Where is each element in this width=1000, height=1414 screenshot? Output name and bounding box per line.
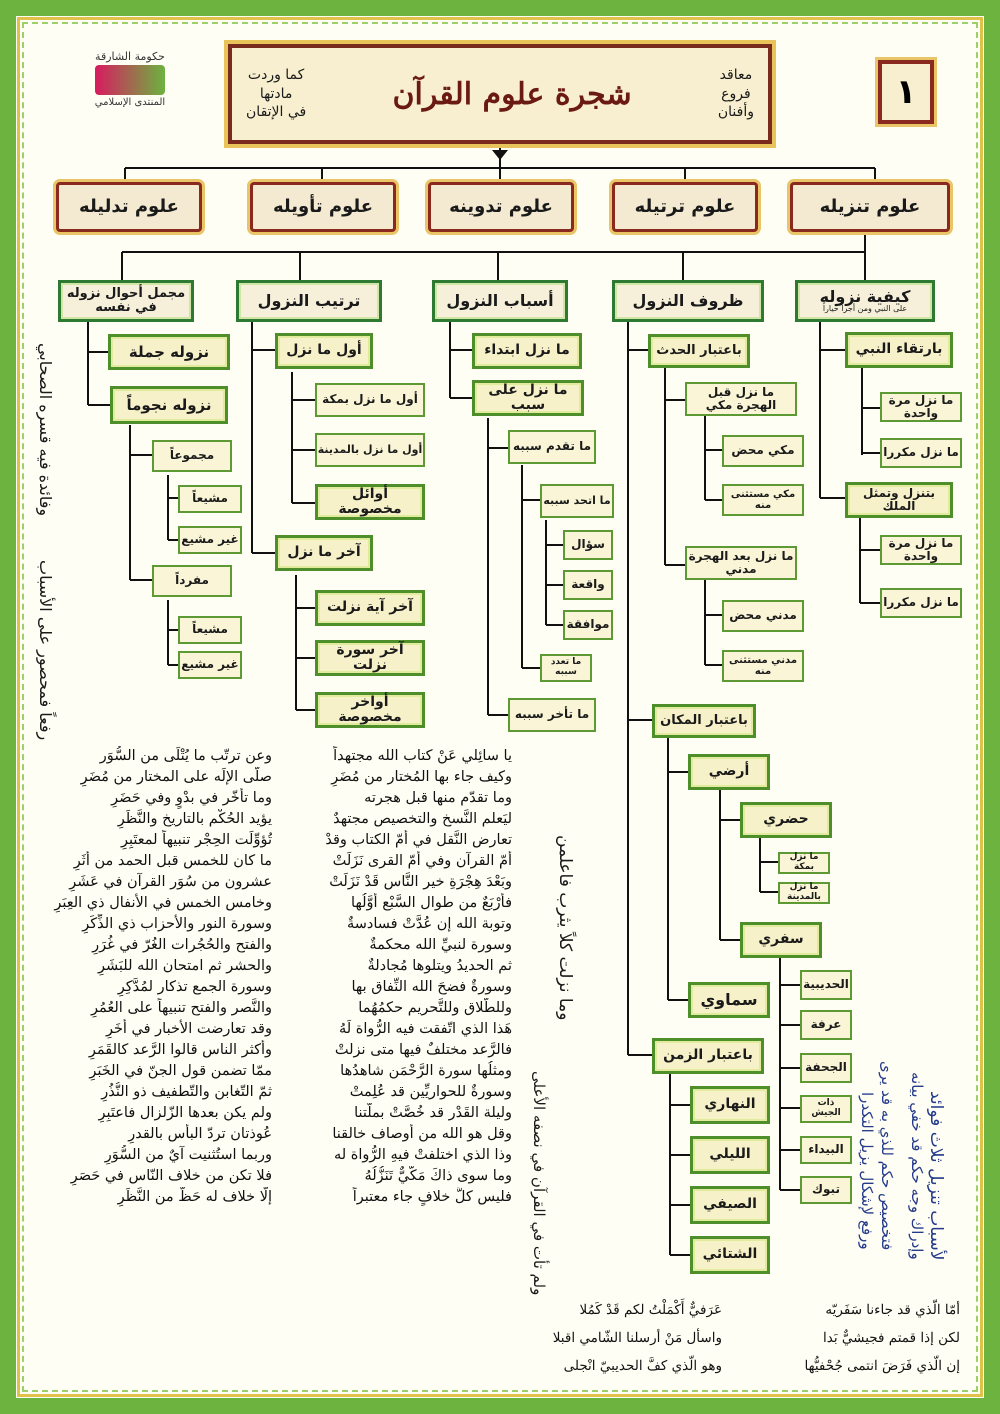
poem-left-line: وتوبة الله إن عُدَّتْ فسادسةٌ bbox=[346, 916, 512, 932]
page-number-badge: ١ bbox=[878, 60, 934, 124]
l1-tadwin: علوم تدوينه bbox=[428, 182, 574, 232]
asbab-waqia: واقعة bbox=[563, 570, 613, 600]
title-left-line-3: في الإتقان bbox=[246, 104, 307, 121]
tartib-awwal-madina: أول ما نزل بالمدينة bbox=[315, 433, 425, 467]
title-right-line-3: وأفنان bbox=[717, 104, 754, 121]
poem-bottom-center-line: وهو الّذي كفَّ الحديبيّ انْجلى bbox=[563, 1358, 722, 1374]
mujmal-majmuan: مجموعاً bbox=[152, 440, 232, 472]
zuruf-safari: سفري bbox=[740, 922, 822, 958]
l2-tartib: ترتيب النزول bbox=[236, 280, 382, 322]
poem-left-line: وبَعْدَ هِجْرَةِ خير النَّاس قَدْ نَزَلَتْ bbox=[329, 874, 512, 890]
poem-right-line: وعن ترتّب ما يُتْلَى من السُّوَر bbox=[99, 748, 272, 764]
zuruf-zaman: باعتبار الزمن bbox=[652, 1038, 764, 1074]
l2-zuruf: ظروف النزول bbox=[612, 280, 764, 322]
poem-left-line: ليَعلم النَّسخ والتخصيص مجتهدٌ bbox=[333, 811, 512, 827]
mujmal-mufradan-ghayr: غير مشيع bbox=[178, 651, 242, 679]
zuruf-zaman-layli: الليلي bbox=[690, 1136, 770, 1174]
zuruf-hadari-makka: ما نزل بمكة bbox=[778, 852, 830, 874]
logo-gov-text: حكومة الشارقة bbox=[95, 50, 165, 63]
l2-kayfiya bbox=[795, 280, 935, 322]
tartib-akhir-sura: آخر سورة نزلت bbox=[315, 640, 425, 676]
zuruf-zaman-sayfi: الصيفي bbox=[690, 1186, 770, 1224]
poem-left-line: فأَرْبَعٌ من طوال السَّبْع أَوَّلُها bbox=[351, 895, 512, 911]
side-middle-col1: وما نزلت كلاً يثرب فاعلمن bbox=[555, 834, 575, 1020]
zuruf-hadath: باعتبار الحدث bbox=[648, 334, 750, 368]
mujmal-nujuman: نزوله نجوماً bbox=[110, 386, 228, 424]
asbab-suaal: سؤال bbox=[563, 530, 613, 560]
poem-right-line: والفتح والحُجُرات الغُرّ في غُرَرِ bbox=[92, 937, 272, 953]
side-left-col1: وفائدة فيه قسره الصحابي bbox=[36, 342, 55, 516]
poem-right-line: وأكثر الناس قالوا الرَّعد كالقَمَرِ bbox=[88, 1042, 272, 1058]
poem-left-line: ومثلُها سورة الرَّحْمَن شاهدُها bbox=[340, 1063, 512, 1079]
poem-right bbox=[40, 746, 272, 1208]
asbab-ittahad: ما اتحد سببه bbox=[540, 484, 614, 518]
side-right-col1: لأسباب تنزيل ثلاث فوائد bbox=[926, 1090, 946, 1260]
poem-right-line: والحشر ثم امتحان الله للبَشَرِ bbox=[97, 958, 272, 974]
poem-left-line: وسورة لنبيِّ الله محكمةٌ bbox=[369, 937, 512, 953]
poem-left-line: يا سائِلي عَنْ كتاب الله مجتهداً bbox=[333, 748, 512, 764]
poem-right-line: إلّا خلاف له حَظٌّ من النَّظَرِ bbox=[117, 1189, 272, 1205]
title-right-line-1: معاقد bbox=[719, 66, 753, 83]
side-right-col4: ورفع لإشكال يزيل التكدرا bbox=[858, 1092, 876, 1250]
poem-bottom-right-line: لكن إذا قمتم فجيشيٌّ بَدا bbox=[823, 1330, 960, 1346]
side-right-col2: وإدراك وجه حكم قد خفي بيانه bbox=[908, 1072, 926, 1260]
poem-left-line: وسورةٌ للحواريِّين قد عُلِمتْ bbox=[349, 1084, 512, 1100]
zuruf-hadari: حضري bbox=[740, 802, 832, 838]
zuruf-hadari-madina: ما نزل بالمدينة bbox=[778, 882, 830, 904]
l2-kayfiya-sub: على النبي ومن أجرا خياراً bbox=[822, 304, 908, 314]
mujmal-mufradan-mushayyaan: مشيعاً bbox=[178, 616, 242, 644]
zuruf-madani-mahd: مدني محض bbox=[722, 600, 804, 632]
title-right-side bbox=[718, 66, 754, 123]
tartib-awwal: أول ما نزل bbox=[275, 333, 373, 369]
poem-right-line: وقد تعارضت الأخبار في أُخَرِ bbox=[105, 1021, 272, 1037]
poem-bottom-center-line: واسأل مَنْ أرسلنا الشّامي اقبلا bbox=[552, 1330, 722, 1346]
poem-right-line: والنَّصر والفتح تنبيهاً على العُمُرِ bbox=[91, 1000, 272, 1016]
poem-left-line: هَذا الذي اتّفقت فيه الرُّواة لَهُ bbox=[338, 1021, 512, 1037]
l2-mujmal: مجمل أحوال نزوله في نفسه bbox=[58, 280, 194, 322]
l2-kayfiya-label: كيفية نزوله bbox=[819, 286, 911, 306]
poem-left-line: تعارض النَّقل في أُمّ الكتاب وقدْ bbox=[325, 832, 512, 848]
title-left-side bbox=[246, 66, 306, 123]
poem-right-line: ما كان للخمس قبل الحمد من أثَرِ bbox=[73, 853, 272, 869]
kayfiya-tanazzul-once: ما نزل مرة واحدة bbox=[880, 535, 962, 565]
tartib-awwal-makka: أول ما نزل بمكة bbox=[315, 383, 425, 417]
title-right-line-2: فروع bbox=[721, 85, 751, 102]
poem-right-line: عُوذتان تردّ البأس بالقدرِ bbox=[128, 1126, 272, 1142]
title-left-line-1: كما وردت bbox=[247, 66, 305, 83]
poem-bottom-center-line: عَرَفيٌّ أَكْمَلْتُ لكم قَدْ كَمُلا bbox=[579, 1302, 722, 1318]
tartib-awakhir: أواخر مخصوصة bbox=[315, 692, 425, 728]
zuruf-zaman-shitai: الشتائي bbox=[690, 1236, 770, 1274]
l2-asbab: أسباب النزول bbox=[432, 280, 568, 322]
kayfiya-tanazzul: بتنزل وتمثل الملك bbox=[845, 482, 953, 518]
logo-mark-icon bbox=[95, 65, 165, 95]
poem-left-line: وقل هو الله من أوصاف خالقنا bbox=[332, 1126, 512, 1142]
logo-org-text: المنتدى الإسلامي bbox=[94, 97, 166, 108]
poem-right-line: صلّى الإلَه على المختار من مُضَرِ bbox=[80, 769, 272, 785]
title-banner bbox=[228, 44, 772, 144]
kayfiya-irtiqa-repeat: ما نزل مكررا bbox=[880, 438, 962, 468]
poem-right-line: ممّا تضمن قول الجنّ في الخَبَرِ bbox=[89, 1063, 272, 1079]
page-title: شجرة علوم القرآن bbox=[392, 76, 632, 112]
l1-tawil: علوم تأويله bbox=[250, 182, 396, 232]
poem-right-line: وما تأخّر في بدْوٍ وفي حَضَرِ bbox=[111, 790, 272, 806]
zuruf-safari-hudaybiya: الحديبية bbox=[800, 970, 852, 1000]
side-right-col3: فتخصيص حكم للذي به قد يرى bbox=[878, 1060, 896, 1250]
poem-bottom-right bbox=[735, 1296, 960, 1380]
poem-left-line: وليلة القَدْر قد خُصَّتْ بملَّتنا bbox=[354, 1105, 512, 1121]
tartib-akhir: آخر ما نزل bbox=[275, 535, 373, 571]
poem-right-line: وسورة النور والأحزاب ذي الذِّكَرِ bbox=[82, 916, 272, 932]
poem-left-line: فالرَّعد مختلفٌ فيها متى نزلتْ bbox=[334, 1042, 512, 1058]
zuruf-makan: باعتبار المكان bbox=[652, 704, 756, 738]
zuruf-zaman-nahari: النهاري bbox=[690, 1086, 770, 1124]
zuruf-makki-mahd: مكي محض bbox=[722, 435, 804, 467]
mujmal-jumla: نزوله جملة bbox=[108, 334, 230, 370]
tartib-akhir-aya: آخر آية نزلت bbox=[315, 590, 425, 626]
zuruf-makki-mustathna: مكي مستثنى منه bbox=[722, 484, 804, 516]
mujmal-majmuan-mushayyaan: مشيعاً bbox=[178, 485, 242, 513]
side-middle-col2: ولم تأت في القرآن في نصفه الأعلى bbox=[530, 1070, 548, 1295]
poem-bottom-right-line: أمّا الّذي قد جاءنا سَفَريّه bbox=[825, 1302, 960, 1318]
asbab-ibtida: ما نزل ابتداء bbox=[472, 333, 582, 369]
logo bbox=[70, 50, 190, 130]
kayfiya-irtiqa: بارتقاء النبي bbox=[845, 332, 953, 368]
poem-left-line: وسورةٌ فضحَ الله النِّفاق بها bbox=[351, 979, 512, 995]
poem-left-line: وكيف جاء بها المُختار من مُضَرِ bbox=[331, 769, 512, 785]
poem-right-line: وربما استُثنيت آيٌ من السُّوَرِ bbox=[104, 1147, 272, 1163]
poem-right-line: فلا تكن من خلاف النّاس في حَصَرِ bbox=[70, 1168, 272, 1184]
zuruf-safari-juhfa: الجحفة bbox=[800, 1053, 852, 1083]
mujmal-mufradan: مفرداً bbox=[152, 565, 232, 597]
poem-left-line: وذا الذي اختلفتْ فيهِ الرُّواة له bbox=[333, 1147, 512, 1163]
asbab-taakhkhar: ما تأخر سببه bbox=[508, 698, 596, 732]
l1-tartil: علوم ترتيله bbox=[612, 182, 758, 232]
poem-left-line: وللطَّلاق وللتَّحريم حكمُهُما bbox=[358, 1000, 512, 1016]
asbab-taaddad: ما تعدد سببه bbox=[540, 654, 592, 682]
zuruf-safari-bayda: البيداء bbox=[800, 1136, 852, 1164]
tartib-awail: أوائل مخصوصة bbox=[315, 484, 425, 520]
zuruf-madani-mustathna: مدني مستثنى منه bbox=[722, 650, 804, 682]
asbab-taqaddam: ما تقدم سببه bbox=[508, 430, 596, 464]
poem-right-line: ولم يكن بعدها الزّلزال فاعتَبِرِ bbox=[98, 1105, 272, 1121]
zuruf-safari-dhat-aljaysh: ذات الجيش bbox=[800, 1095, 852, 1123]
poem-right-line: ثمّ التّغابن والتّطفيف ذو النُّذُرِ bbox=[101, 1084, 272, 1100]
poem-left-line: فليس كلُّ خلافٍ جاء معتبراً bbox=[352, 1189, 512, 1205]
poem-right-line: يؤيد الحُكْم بالتاريخ والنَّظَرِ bbox=[117, 811, 272, 827]
kayfiya-tanazzul-repeat: ما نزل مكررا bbox=[880, 588, 962, 618]
poem-left-line: ثم الحديدُ ويتلوها مُجادلةٌ bbox=[367, 958, 512, 974]
poem-right-line: وخامس الخمس في الأنفال ذي العِبَرِ bbox=[54, 895, 272, 911]
mujmal-majmuan-ghayr: غير مشيع bbox=[178, 526, 242, 554]
l1-tanzil: علوم تنزيله bbox=[790, 182, 950, 232]
poem-left-line: أُمّ القرآن وفي أُمّ القرى نَزَلَتْ bbox=[332, 853, 512, 869]
zuruf-samawi: سماوي bbox=[688, 982, 770, 1018]
poem-bottom-center bbox=[512, 1296, 722, 1380]
kayfiya-irtiqa-once: ما نزل مرة واحدة bbox=[880, 392, 962, 422]
zuruf-ardi: أرضي bbox=[688, 754, 770, 790]
zuruf-safari-tabuk: تبوك bbox=[800, 1176, 852, 1204]
asbab-sabab: ما نزل على سبب bbox=[472, 380, 584, 416]
poem-left bbox=[282, 746, 512, 1208]
poem-bottom-right-line: إن الّذي فَرَضَ انتمى جُحْفيُّها bbox=[804, 1358, 960, 1374]
zuruf-bad-hijra: ما نزل بعد الهجرة مدني bbox=[685, 546, 797, 580]
asbab-muwafaqa: موافقة bbox=[563, 610, 613, 640]
side-left-col2: رفعاً فمحصور على الأسباب bbox=[36, 559, 55, 740]
zuruf-safari-arafa: عرفة bbox=[800, 1010, 852, 1040]
poem-right-line: تُؤوِّلَت الحِجْر تنبيهاً لمعتَبِرِ bbox=[121, 832, 272, 848]
poem-left-line: وما تقدّم منها قبل هجرته bbox=[364, 790, 512, 806]
poem-right-line: عشرون من سُوَر القرآن في عَشَرِ bbox=[69, 874, 272, 890]
title-left-line-2: مادتها bbox=[259, 85, 293, 102]
poem-right-line: وسورة الجمع تذكار لمُدَّكِرِ bbox=[117, 979, 272, 995]
poem-left-line: وما سوى ذاكَ مَكّيٌّ تَنَزُّلُهُ bbox=[364, 1168, 512, 1184]
zuruf-qabl-hijra: ما نزل قبل الهجرة مكي bbox=[685, 382, 797, 416]
l1-tadlil: علوم تدليله bbox=[56, 182, 202, 232]
